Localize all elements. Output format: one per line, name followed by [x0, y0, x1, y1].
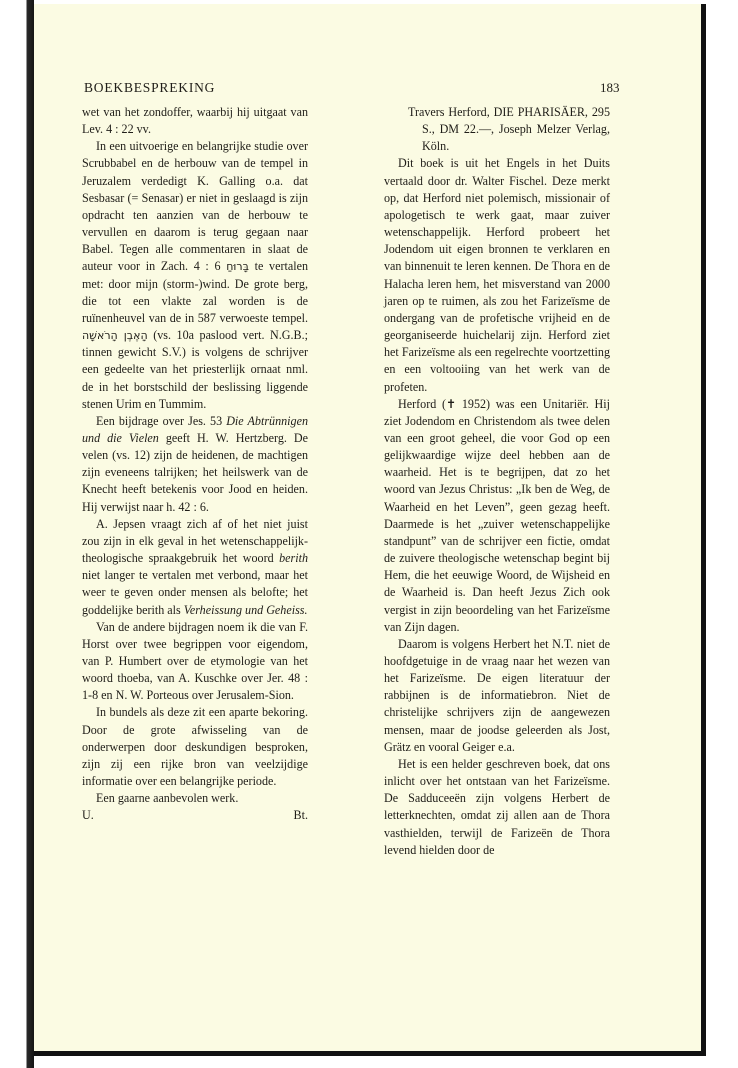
- paragraph-hertzberg: Een bijdrage over Jes. 53 Die Abtrünnigen und die Vielen geeft H. W. Hertzberg. De velen (vs. 12) zijn de heidenen, de machtigen zijn eveneens talrijken; het heilswerk van de Knecht heeft betekenis voor Jood en heiden. Hij verwijst naar h. 42 : 6.: [82, 413, 308, 514]
- right-column: [384, 104, 610, 859]
- reviewer-signature: [82, 807, 308, 824]
- paragraph-galling: In een uitvoerige en belangrijke studie over Scrubbabel en de herbouw van de tempel in Jeruzalem verdedigt K. Galling o.a. dat Sesbasar (= Senasar) er niet in geslaagd is zijn opdracht ten aanzien van de herbouw te vervullen en daarom is terug gegaan naar Babel. Tegen alle commentaren in slaat de auteur voor in Zach. 4 : 6 בָּרוּחַ te vertalen met: door mijn (storm-)wind. De grote berg, die tot een vlakte zal worden is de ruïnenheuvel van de in 587 verwoeste tempel. הָאֶבֶן הָרֹאשָׁה (vs. 10a paslood vert. N.G.B.; tinnen gewicht S.V.) is volgens de schrijver een gedeelte van het priesterlijk ornaat nml. de in het borstschild der beslissing liggende stenen Urim en Tummim.: [82, 139, 308, 411]
- paragraph: Van de andere bijdragen noem ik die van F. Horst over twee begrippen voor eigendom, van P. Humbert over de etymologie van het woord thoeba, van A. Kuschke over Jer. 48 : 1-8 en N. W. Porteous over Jerusalem-Sion.: [82, 619, 308, 703]
- term-berith: berith: [279, 551, 308, 566]
- paragraph: In bundels als deze zit een aparte bekoring. Door de grote afwisseling van de onderwerpen door deskundigen besproken, zijn zij een rijke bron van veelzijdige informatie over een belangrijke periode.: [82, 705, 308, 789]
- paragraph: wet van het zondoffer, waarbij hij uitgaat van Lev. 4 : 22 vv.: [82, 105, 308, 137]
- paragraph: Dit boek is uit het Engels in het Duits vertaald door dr. Walter Fischel. Deze merkt op, dat Herford niet polemisch, missionair of apologetisch te werk gaat, maar zuiver wetenschappelijk. Herford probeert het Jodendom uit eigen bronnen te verklaren en van binnenuit te leren kennen. De Thora en de Halacha leren hem, het misverstand van 2000 jaren op te ruimen, als zou het Farizeïsme de ondergang van de profetische vrijheid en de georganiseerde huichelarij zijn. Herford ziet het Farizeïsme als een regelrechte voortzetting en een voltooiing van het werk van de profeten.: [384, 156, 610, 394]
- term-verheissung: Verheissung und Geheiss.: [183, 602, 308, 617]
- page-number: 183: [600, 80, 620, 95]
- paragraph: Daarom is volgens Herbert het N.T. niet de hoofdgetuige in de vraag naar het wezen van het Farizeïsme. De eigen literatuur der rabbijnen is de informatiebron. Niet de christelijke schrijvers zijn de aangewezen mensen, maar de joodse geleerden als Jost, Grätz en vooral Geiger e.a.: [384, 636, 610, 754]
- left-column: [82, 104, 308, 825]
- sign-right: Bt.: [293, 808, 308, 823]
- paragraph: Een gaarne aanbevolen werk.: [96, 791, 239, 806]
- hebrew-word: בָּרוּחַ: [226, 260, 249, 274]
- book-reference: Travers Herford, DIE PHARISÄER, 295 S., DM 22.—, Joseph Melzer Verlag, Köln.: [408, 105, 610, 154]
- paragraph: Herford (✝ 1952) was een Unitariër. Hij ziet Jodendom en Christendom als twee delen van een groot geheel, die voor God op een gelijkwaardige wijze deel hebben aan de waarheid. Het is te begrijpen, dat zo het woord van Jezus Christus: „Ik ben de Weg, de Waarheid en het Leven”, geen gezag heeft. Daarmede is het „zuiver wetenschappelijke standpunt” van de schrijver een fictie, omdat de zuivere theologische wetenschap begint bij Hem, die het eeuwige Woord, de Wijsheid en de Waarheid is. Dan heeft Jezus Zich ook vergist in zijn beoordeling van het Farizeïsme van Zijn dagen.: [384, 396, 610, 634]
- running-header: BOEKBESPREKING: [84, 80, 216, 95]
- paragraph-jepsen: A. Jepsen vraagt zich af of het niet juist zou zijn in elk geval in het wetenschappelijk-theologische spraakgebruik het woord berith niet langer te vertalen met verbond, maar het weer te geven onder mensen als belofte; het goddelijke berith als Verheissung und Geheiss.: [82, 516, 308, 617]
- sign-left: U.: [82, 808, 94, 823]
- page-bottom-margin: [34, 1056, 738, 1068]
- paragraph: Het is een helder geschreven boek, dat ons inlicht over het ontstaan van het Farizeïsme. De Sadduceeën zijn volgens Herbert de letterknechten, omdat zij allen aan de Thora vasthielden, terwijl de Farizeën de Thora levend hielden door de: [384, 756, 610, 857]
- scan-edge: [0, 0, 34, 1068]
- hebrew-phrase: הָאֶבֶן הָרֹאשָׁה: [82, 329, 148, 343]
- work-title: Die Abtrünnigen und die Vielen: [82, 413, 308, 445]
